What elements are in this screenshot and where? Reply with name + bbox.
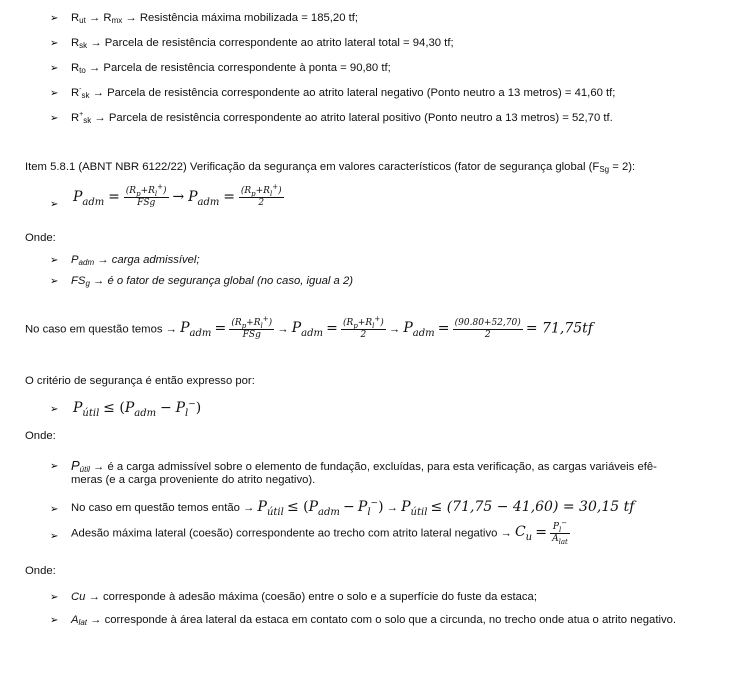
criterio-text: O critério de segurança é então expresso por: (25, 375, 255, 387)
bullet-icon: ➢ (50, 592, 59, 603)
list-item: Rut → Rmx → Resistência máxima mobilizada = 185,20 tf; (71, 12, 359, 25)
list-item: Padm → carga admissível; (71, 254, 200, 267)
bullet-icon: ➢ (50, 461, 59, 472)
list-item: Rsk → Parcela de resistência correspondente ao atrito lateral total = 94,30 tf; (71, 37, 454, 50)
bullet-icon: ➢ (50, 113, 59, 124)
bullet-icon: ➢ (50, 276, 59, 287)
bullet-icon: ➢ (50, 63, 59, 74)
list-item: Pútil → é a carga admissível sobre o elemento de fundação, excluídas, para esta verificação, as cargas variáveis efê- (71, 458, 657, 474)
item-heading: Item 5.8.1 (ABNT NBR 6122/22) Verificação da segurança em valores característicos (fator de segurança global (FSg = 2): (25, 161, 636, 174)
onde-label: Onde: (25, 232, 56, 244)
list-item: R-sk → Parcela de resistência correspondente ao atrito lateral negativo (Ponto neutro a 13 metros) = 41,60 tf; (71, 86, 616, 100)
onde-label: Onde: (25, 430, 56, 442)
list-item: Rto → Parcela de resistência correspondente à ponta = 90,80 tf; (71, 62, 391, 75)
bullet-icon: ➢ (50, 88, 59, 99)
list-item: FSg → é o fator de segurança global (no caso, igual a 2) (71, 275, 354, 288)
bullet-icon: ➢ (50, 13, 59, 24)
bullet-icon: ➢ (50, 38, 59, 49)
bullet-icon: ➢ (50, 531, 59, 542)
list-item: Alat → corresponde à área lateral da estaca em contato com o solo que a circunda, no trecho onde atua o atrito negativo. (71, 614, 677, 627)
onde-label: Onde: (25, 565, 56, 577)
list-item: R+sk → Parcela de resistência correspondente ao atrito lateral positivo (Ponto neutro a 13 metros) = 52,70 tf. (71, 111, 613, 125)
formula-putil: $P_{útil} \le (P_{adm} - P_l^-)$ (73, 399, 202, 419)
list-item-continuation: meras (e a carga proveniente do atrito negativo). (71, 474, 316, 486)
bullet-icon: ➢ (50, 199, 59, 210)
bullet-icon: ➢ (50, 255, 59, 266)
bullet-icon: ➢ (50, 615, 59, 626)
list-item: Cu → corresponde à adesão máxima (coesão) entre o solo e a superfície do fuste da estaca; (71, 591, 537, 603)
list-item: No caso em questão temos então → $P_{útil} \le (P_{adm} - P_l^-) \to P_{útil} \le (71,75 - 41,60) = 30,15$ tf (71, 498, 635, 518)
bullet-icon: ➢ (50, 404, 59, 415)
caso-line: No caso em questão temos → $P_{adm}$ = $\frac{(R_p+R_l^+)}{\text{FSg}}$ → $P_{adm}$ = $\frac{(R_p+R_l^+)}{2}$ → $P_{adm}$ = $\frac{(90.80+52,70)}{2}$ = 71,75tf (25, 315, 593, 340)
list-item: Adesão máxima lateral (coesão) correspondente ao trecho com atrito lateral negativo → $C_u$ = $\frac{P_l^-}{A_{lat}}$ (71, 519, 568, 546)
formula-padm: $P_{adm}$ = $\frac{(R_p+R_l^+)}{\text{FSg}}$ → $P_{adm}$ = $\frac{(R_p+R_l^+)}{2}$ (73, 183, 282, 208)
bullet-icon: ➢ (50, 504, 59, 515)
